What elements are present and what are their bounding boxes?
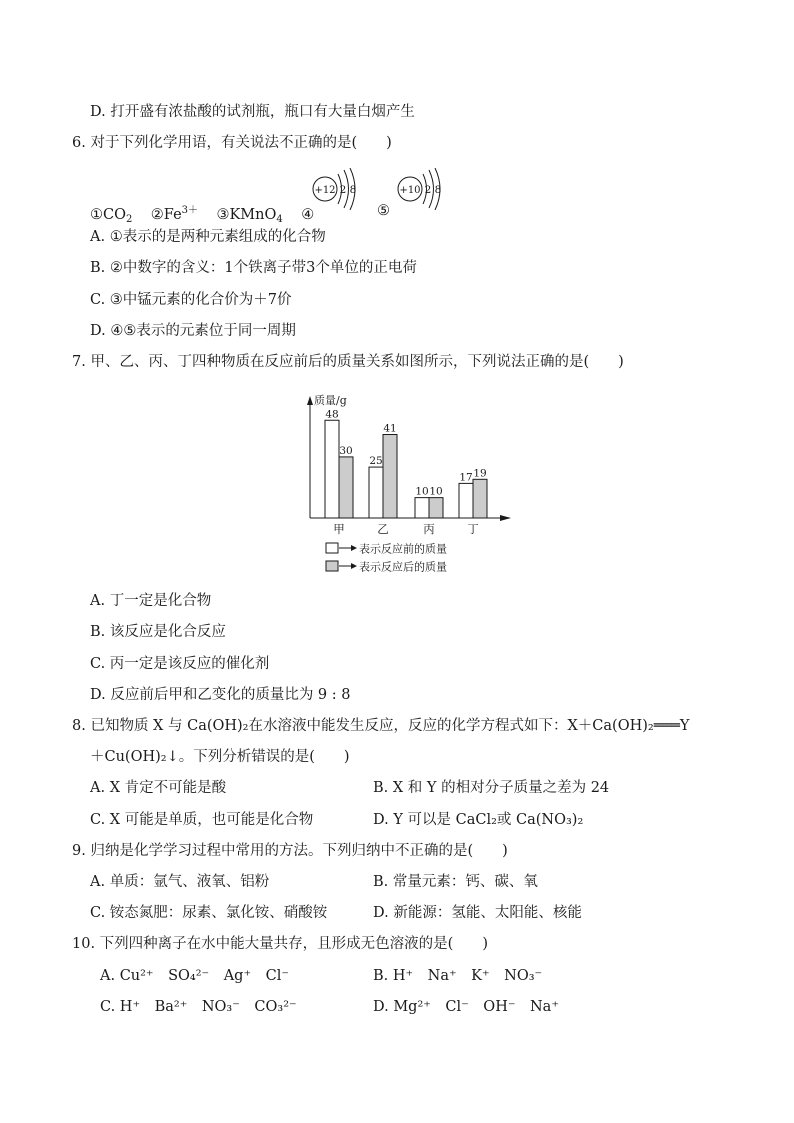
svg-text:+12: +12 [314,185,336,196]
symbol-co2: $①CO_2$ [90,207,133,225]
category-label: 丙 [423,522,435,536]
svg-text:2 8: 2 8 [424,184,442,196]
bar-value-label: 19 [473,467,487,480]
q9-option-a: A. 单质：氩气、液氧、铝粉 [90,874,270,890]
legend-swatch [326,543,338,553]
bar-value-label: 25 [369,455,383,468]
bar [473,479,487,518]
x-axis-arrow [500,515,511,521]
symbol-kmno4: ③KMnO$_4$ [216,207,283,225]
bar-value-label: 48 [325,408,339,421]
bar-value-label: 41 [383,422,397,435]
bar-value-label: 10 [415,485,429,498]
legend-arrow-head [351,545,357,551]
bar-value-label: 10 [429,485,443,498]
symbol-4: ④ [301,207,315,223]
q8-stem-line1: 8. 已知物质 X 与 Ca(OH)₂在水溶液中能发生反应，反应的化学方程式如下：X＋Ca(OH)₂═══Y [72,718,690,734]
atom-structure-5 [395,168,451,210]
legend-swatch [326,561,338,571]
bar-value-label: 30 [339,444,353,457]
mass-bar-chart [295,388,525,578]
y-axis-arrow [307,396,313,405]
atom-structure-4 [310,168,366,210]
category-label: 乙 [377,522,389,536]
q10-option-a: A. Cu²⁺ SO₄²⁻ Ag⁺ Cl⁻ [100,968,289,984]
bar [429,498,443,518]
svg-text:2 8: 2 8 [339,184,357,196]
q8-option-d: D. Y 可以是 CaCl₂或 Ca(NO₃)₂ [373,812,584,828]
q10-option-d: D. Mg²⁺ Cl⁻ OH⁻ Na⁺ [373,999,559,1015]
q6-option-b: B. ②中数字的含义：1个铁离子带3个单位的正电荷 [90,260,417,276]
symbol-5: ⑤ [377,203,390,219]
legend-label: 表示反应后的质量 [359,560,447,574]
q8-option-c: C. X 可能是单质，也可能是化合物 [90,812,314,828]
q9-option-c: C. 铵态氮肥：尿素、氯化铵、硝酸铵 [90,905,328,921]
q7-option-d: D. 反应前后甲和乙变化的质量比为 9 : 8 [90,687,351,703]
svg-text:+10: +10 [399,185,421,196]
q7-option-a: A. 丁一定是化合物 [90,593,212,609]
q8-stem-line2: ＋Cu(OH)₂↓。下列分析错误的是( ) [90,749,350,765]
y-axis-label: 质量/g [314,394,347,407]
q8-option-a: A. X 肯定不可能是酸 [90,780,227,796]
q6-option-d: D. ④⑤表示的元素位于同一周期 [90,323,296,339]
q7-stem: 7. 甲、乙、丙、丁四种物质在反应前后的质量关系如图所示，下列说法正确的是( ) [72,354,624,370]
q9-option-b: B. 常量元素：钙、碳、氧 [373,874,538,890]
bar [459,483,473,518]
q8-option-b: B. X 和 Y 的相对分子质量之差为 24 [373,780,610,796]
symbol-fe3: $②Fe^{3+}$ [150,205,199,223]
category-label: 丁 [467,522,479,536]
bar [383,435,397,518]
legend-label: 表示反应前的质量 [359,542,447,556]
q10-stem: 10. 下列四种离子在水中能大量共存，且形成无色溶液的是( ) [72,936,488,952]
q9-option-d: D. 新能源：氢能、太阳能、核能 [373,905,582,921]
bar-value-label: 17 [459,471,473,484]
q5-option-d: D. 打开盛有浓盐酸的试剂瓶，瓶口有大量白烟产生 [90,104,415,120]
q7-option-b: B. 该反应是化合反应 [90,624,226,640]
q9-stem: 9. 归纳是化学学习过程中常用的方法。下列归纳中不正确的是( ) [72,843,508,859]
bar [415,498,429,518]
legend-arrow-head [351,563,357,569]
bar [325,420,339,518]
q10-option-b: B. H⁺ Na⁺ K⁺ NO₃⁻ [373,968,543,984]
bar [369,467,383,518]
q7-option-c: C. 丙一定是该反应的催化剂 [90,656,270,672]
category-label: 甲 [333,522,345,536]
q10-option-c: C. H⁺ Ba²⁺ NO₃⁻ CO₃²⁻ [100,999,297,1015]
q6-option-c: C. ③中锰元素的化合价为＋7价 [90,292,292,308]
bar [339,457,353,518]
q6-option-a: A. ①表示的是两种元素组成的化合物 [90,229,326,245]
q6-symbols [90,201,314,230]
q6-stem: 6. 对于下列化学用语，有关说法不正确的是( ) [72,135,392,151]
